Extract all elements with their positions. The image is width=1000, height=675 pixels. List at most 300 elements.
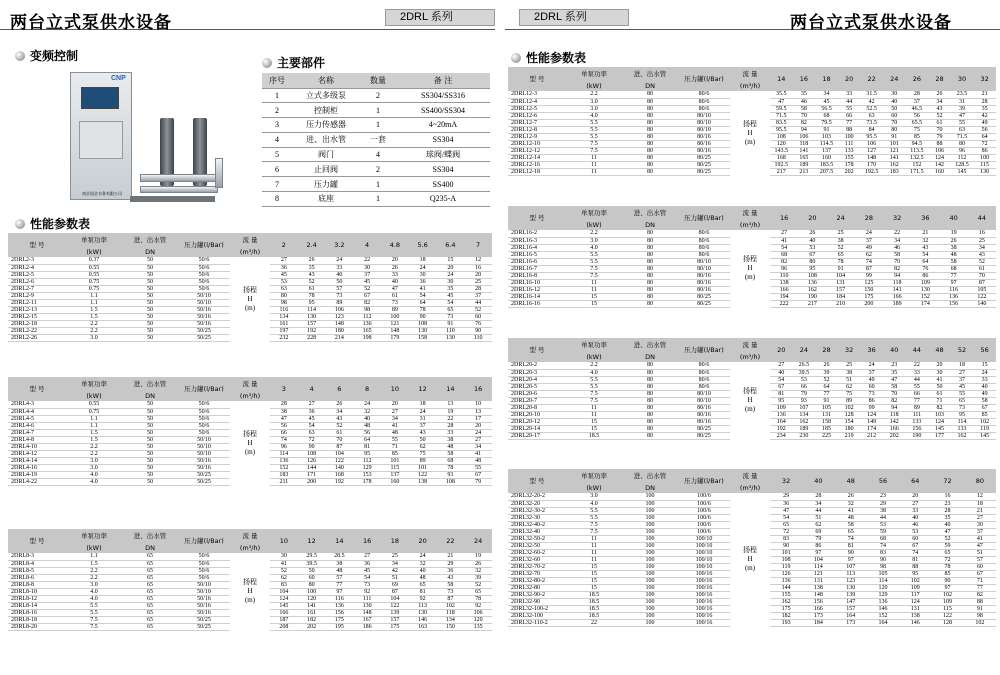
head-value-cell: 53 <box>899 528 931 535</box>
head-value-cell: 85 <box>906 133 929 140</box>
head-value-cell: 52 <box>931 535 963 542</box>
head-value-cell: 44 <box>906 376 929 383</box>
head-value-cell: 42 <box>973 112 996 119</box>
head-value-cell: 150 <box>437 623 465 630</box>
head-value-cell: 161 <box>270 320 298 327</box>
head-value-cell: 162 <box>951 432 974 439</box>
head-value-cell: 141 <box>793 147 816 154</box>
head-value-cell: 36 <box>409 278 437 285</box>
head-value-cell: 116 <box>270 306 298 313</box>
head-value-cell: 95 <box>298 299 326 306</box>
head-value-cell: 174 <box>860 425 883 432</box>
head-value-cell: 175 <box>381 623 409 630</box>
header-power: 单泵功率 <box>66 529 122 543</box>
table-row <box>508 91 996 98</box>
table-cell: 2DRL2-9 <box>8 292 66 299</box>
table-cell: 50 <box>122 429 178 436</box>
header-flow-unit: (m³/h) <box>730 483 770 493</box>
table-cell: 50/10 <box>178 299 230 306</box>
lift-label <box>730 230 770 307</box>
parts-cell: SS304 <box>396 132 490 147</box>
head-value-cell: 104 <box>326 450 354 457</box>
head-value-cell: 31 <box>951 98 974 105</box>
head-value-cell: 40 <box>883 98 906 105</box>
header-flow-value: 16 <box>770 206 798 230</box>
head-value-cell: 56 <box>353 429 381 436</box>
table-cell: 100/10 <box>678 563 730 570</box>
table-cell: 80/25 <box>678 154 730 161</box>
head-value-cell: 52 <box>928 112 951 119</box>
head-value-cell: 137 <box>381 471 409 478</box>
head-value-cell: 33 <box>326 264 354 271</box>
head-value-cell: 47 <box>770 507 802 514</box>
head-value-cell: 77 <box>815 390 838 397</box>
section-control-label: 变频控制 <box>30 49 79 63</box>
head-value-cell: 165 <box>353 327 381 334</box>
head-value-cell: 21 <box>911 230 939 237</box>
head-value-cell: 94 <box>883 404 906 411</box>
table-cell: 5.5 <box>566 119 622 126</box>
head-value-cell: 55 <box>381 436 409 443</box>
head-value-cell: 66 <box>906 390 929 397</box>
head-value-cell: 130 <box>353 602 381 609</box>
head-value-cell: 90 <box>770 542 802 549</box>
table-cell: 2DRL32-60 <box>508 556 566 563</box>
table-cell: 50/6 <box>178 264 230 271</box>
head-value-cell: 78 <box>827 258 855 265</box>
head-value-cell: 52 <box>298 278 326 285</box>
table-cell: 50 <box>122 443 178 450</box>
head-value-cell: 41 <box>381 422 409 429</box>
head-value-cell: 67 <box>964 570 996 577</box>
head-value-cell: 102 <box>437 602 465 609</box>
table-cell: 2DRL12-6 <box>508 112 566 119</box>
head-value-cell: 232 <box>270 334 298 341</box>
table-cell: 2DRL16-7 <box>508 265 566 272</box>
head-value-cell: 89 <box>381 306 409 313</box>
header-flow-value: 32 <box>973 67 996 91</box>
head-value-cell: 118 <box>437 609 465 616</box>
head-value-cell: 118 <box>793 140 816 147</box>
table-cell: 80 <box>622 411 678 418</box>
head-value-cell: 136 <box>326 602 354 609</box>
head-value-cell: 207.5 <box>815 168 838 175</box>
head-value-cell: 27 <box>770 362 793 369</box>
head-value-cell: 148 <box>860 154 883 161</box>
table-cell: 65 <box>122 574 178 581</box>
head-value-cell: 35 <box>437 285 465 292</box>
head-value-cell: 64 <box>353 436 381 443</box>
head-value-cell: 25 <box>464 278 492 285</box>
head-value-cell: 166 <box>270 609 298 616</box>
head-value-cell: 21 <box>437 553 465 560</box>
table-cell: 2DRL20-12 <box>508 418 566 425</box>
head-value-cell: 61 <box>968 265 996 272</box>
header-flow-value: 4 <box>353 233 381 257</box>
header-flow-value: 40 <box>940 206 968 230</box>
head-value-cell: 139 <box>835 591 867 598</box>
header-flow-value: 40 <box>802 469 834 493</box>
table-cell: 2DRL32-90 <box>508 598 566 605</box>
table-cell: 2.2 <box>66 443 122 450</box>
head-value-cell: 157 <box>827 286 855 293</box>
head-value-cell: 160 <box>928 168 951 175</box>
head-value-cell: 78 <box>931 563 963 570</box>
head-value-cell: 58 <box>793 105 816 112</box>
head-value-cell: 40 <box>381 278 409 285</box>
table-cell: 2DRL2-7 <box>8 285 66 292</box>
table-cell: 2DRL8-8 <box>8 581 66 588</box>
parts-cell: 立式多级泵 <box>292 88 360 103</box>
header-flow-value: 16 <box>464 377 492 401</box>
table-cell: 2DRL2-26 <box>8 334 66 341</box>
table-cell: 2DRL8-16 <box>8 609 66 616</box>
lift-label-line: (m) <box>244 596 256 604</box>
head-value-cell: 55 <box>464 464 492 471</box>
table-cell: 2DRL4-6 <box>8 422 66 429</box>
head-value-cell: 30 <box>928 369 951 376</box>
head-value-cell: 65 <box>835 528 867 535</box>
head-value-cell: 38 <box>270 408 298 415</box>
table-cell: 50 <box>122 401 178 408</box>
head-value-cell: 53 <box>798 244 826 251</box>
table-cell: 1.5 <box>66 436 122 443</box>
header-model: 型 号 <box>508 338 566 362</box>
lift-label-line: 扬程 <box>243 429 257 438</box>
head-value-cell: 71 <box>928 397 951 404</box>
head-value-cell: 47 <box>381 285 409 292</box>
parts-cell: 压力传感器 <box>292 118 360 133</box>
head-value-cell: 157 <box>381 616 409 623</box>
header-power-unit: (kW) <box>566 81 622 91</box>
header-flow-value: 24 <box>793 338 816 362</box>
head-value-cell: 71 <box>381 443 409 450</box>
head-value-cell: 210 <box>827 300 855 307</box>
head-value-cell: 53 <box>793 376 816 383</box>
parts-cell: SS304/SS316 <box>396 88 490 103</box>
table-cell: 65 <box>122 560 178 567</box>
head-value-cell: 114 <box>802 563 834 570</box>
table-cell: 2DRL32-70-2 <box>508 563 566 570</box>
head-value-cell: 114 <box>867 577 899 584</box>
head-value-cell: 30 <box>409 271 437 278</box>
head-value-cell: 82 <box>883 397 906 404</box>
head-value-cell: 88 <box>928 140 951 147</box>
head-value-cell: 101 <box>381 457 409 464</box>
header-flow-value: 6 <box>326 377 354 401</box>
head-value-cell: 90 <box>931 577 963 584</box>
head-value-cell: 87 <box>326 443 354 450</box>
table-cell: 2.2 <box>66 450 122 457</box>
head-value-cell: 194 <box>770 293 798 300</box>
head-value-cell: 60 <box>883 112 906 119</box>
table-cell: 80/6 <box>678 244 730 251</box>
head-value-cell: 122 <box>968 293 996 300</box>
head-value-cell: 40 <box>973 383 996 390</box>
lift-label-line: H <box>747 396 753 404</box>
table-cell: 50/16 <box>178 320 230 327</box>
head-value-cell: 61 <box>298 285 326 292</box>
head-value-cell: 70 <box>883 390 906 397</box>
head-value-cell: 39.5 <box>793 369 816 376</box>
head-value-cell: 37 <box>353 271 381 278</box>
head-value-cell: 34 <box>381 415 409 422</box>
head-value-cell: 28 <box>437 422 465 429</box>
header-flow-value: 48 <box>928 338 951 362</box>
table-cell: 7.5 <box>66 623 122 630</box>
table-cell: 50/6 <box>178 560 230 567</box>
table-cell: 100 <box>622 535 678 542</box>
head-value-cell: 190 <box>906 432 929 439</box>
perf-table-drl12 <box>508 67 996 176</box>
head-value-cell: 72 <box>298 436 326 443</box>
table-cell: 2DRL8-20 <box>8 623 66 630</box>
header-flow-value: 32 <box>838 338 861 362</box>
head-value-cell: 156 <box>802 598 834 605</box>
table-header-row <box>508 67 996 81</box>
table-header-row <box>508 206 996 220</box>
table-cell: 2DRL16-4 <box>508 244 566 251</box>
head-value-cell: 19 <box>940 230 968 237</box>
table-cell: 2DRL2-4 <box>8 264 66 271</box>
table-cell: 100/10 <box>678 542 730 549</box>
head-value-cell: 138 <box>409 478 437 485</box>
cabinet-screen <box>81 87 119 109</box>
head-value-cell: 28 <box>270 401 298 408</box>
parts-cell: 2 <box>262 103 292 118</box>
header-flow-value: 52 <box>951 338 974 362</box>
head-value-cell: 58 <box>940 258 968 265</box>
table-cell: 11 <box>566 549 622 556</box>
table-cell: 11 <box>566 154 622 161</box>
head-value-cell: 100 <box>381 313 409 320</box>
table-cell: 4.0 <box>566 500 622 507</box>
table-cell: 15 <box>566 570 622 577</box>
head-value-cell: 62 <box>802 521 834 528</box>
table-cell: 80 <box>622 251 678 258</box>
parts-header-cell: 备 注 <box>396 73 490 88</box>
table-cell: 100 <box>622 556 678 563</box>
header-flow-value: 36 <box>911 206 939 230</box>
head-value-cell: 26.5 <box>793 362 816 369</box>
head-value-cell: 133 <box>838 147 861 154</box>
head-value-cell: 175 <box>770 605 802 612</box>
table-cell: 80/6 <box>678 105 730 112</box>
table-cell: 65 <box>122 595 178 602</box>
table-cell: 80/16 <box>678 418 730 425</box>
head-value-cell: 40 <box>353 415 381 422</box>
table-cell: 1.1 <box>66 292 122 299</box>
table-cell: 2.2 <box>566 362 622 369</box>
head-value-cell: 40 <box>409 567 437 574</box>
table-cell: 2DRL32-80-2 <box>508 577 566 584</box>
cabinet-nameplate: 南京国企水务有限公司 <box>82 191 122 196</box>
head-value-cell: 95.5 <box>770 126 793 133</box>
head-value-cell: 134 <box>793 411 816 418</box>
head-value-cell: 19 <box>437 408 465 415</box>
head-value-cell: 84 <box>860 126 883 133</box>
table-cell: 11 <box>566 161 622 168</box>
table-cell: 50 <box>122 327 178 334</box>
parts-cell: SS400/SS304 <box>396 103 490 118</box>
head-value-cell: 47 <box>931 528 963 535</box>
head-value-cell: 56 <box>973 126 996 133</box>
header-tank: 压力罐(l/Bar) <box>178 377 230 401</box>
head-value-cell: 126 <box>770 570 802 577</box>
head-value-cell: 108 <box>798 272 826 279</box>
table-cell: 80 <box>622 154 678 161</box>
table-cell: 2DRL16-5 <box>508 251 566 258</box>
table-cell: 2DRL20-6 <box>508 390 566 397</box>
lift-label-line: (m) <box>744 405 756 413</box>
header-power-unit: (kW) <box>566 352 622 362</box>
head-value-cell: 134 <box>437 616 465 623</box>
head-value-cell: 68 <box>437 457 465 464</box>
head-value-cell: 86 <box>802 542 834 549</box>
header-flow-unit: (m³/h) <box>230 391 270 401</box>
parts-cell: 一套 <box>360 132 396 147</box>
head-value-cell: 142 <box>928 161 951 168</box>
head-value-cell: 60 <box>298 574 326 581</box>
table-cell: 15 <box>566 563 622 570</box>
table-cell: 100 <box>622 563 678 570</box>
parts-header-cell: 名称 <box>292 73 360 88</box>
left-page <box>0 0 495 675</box>
head-value-cell: 192 <box>326 478 354 485</box>
table-cell: 3.0 <box>566 237 622 244</box>
table-cell: 2DRL32-60-2 <box>508 549 566 556</box>
head-value-cell: 26 <box>464 560 492 567</box>
table-cell: 2DRL2-6 <box>8 278 66 285</box>
table-cell: 100 <box>622 577 678 584</box>
table-cell: 80 <box>622 279 678 286</box>
parts-cell: 3 <box>262 118 292 133</box>
header-flow-unit: (m³/h) <box>730 220 770 230</box>
head-value-cell: 74 <box>867 542 899 549</box>
head-value-cell: 25 <box>381 553 409 560</box>
head-value-cell: 83.5 <box>770 119 793 126</box>
parts-cell: 6 <box>262 162 292 177</box>
head-value-cell: 72 <box>973 140 996 147</box>
head-value-cell: 100 <box>973 154 996 161</box>
parts-cell: 控制柜 <box>292 103 360 118</box>
head-value-cell: 64 <box>409 299 437 306</box>
head-value-cell: 15 <box>973 362 996 369</box>
table-cell: 80 <box>622 383 678 390</box>
head-value-cell: 32 <box>464 567 492 574</box>
header-model: 型 号 <box>508 206 566 230</box>
head-value-cell: 54 <box>770 514 802 521</box>
brand-logo: CNP <box>111 75 126 82</box>
head-value-cell: 192.5 <box>770 161 793 168</box>
head-value-cell: 115 <box>381 464 409 471</box>
header-flow-value: 20 <box>838 67 861 91</box>
head-value-cell: 24 <box>409 264 437 271</box>
head-value-cell: 105 <box>867 570 899 577</box>
head-value-cell: 99 <box>855 272 883 279</box>
head-value-cell: 24 <box>409 553 437 560</box>
head-value-cell: 20 <box>381 401 409 408</box>
head-value-cell: 164 <box>770 418 793 425</box>
head-value-cell: 109 <box>899 584 931 591</box>
lift-label-line: (m) <box>244 447 256 456</box>
table-cell: 50/10 <box>178 292 230 299</box>
head-value-cell: 213 <box>793 168 816 175</box>
header-pipe-unit: DN <box>122 391 178 401</box>
table-cell: 2DRL2-15 <box>8 313 66 320</box>
control-cabinet <box>70 72 132 200</box>
head-value-cell: 30 <box>437 278 465 285</box>
header-power: 单泵功率 <box>66 233 122 247</box>
head-value-cell: 81 <box>899 556 931 563</box>
table-cell: 50 <box>122 422 178 429</box>
head-value-cell: 81 <box>409 588 437 595</box>
head-value-cell: 163 <box>409 623 437 630</box>
head-value-cell: 108 <box>770 556 802 563</box>
table-cell: 18.5 <box>566 591 622 598</box>
table-cell: 2DRL4-4 <box>8 408 66 415</box>
head-value-cell: 20 <box>381 257 409 264</box>
head-value-cell: 146 <box>899 619 931 626</box>
head-value-cell: 34 <box>326 408 354 415</box>
head-value-cell: 134 <box>270 313 298 320</box>
head-value-cell: 67 <box>464 471 492 478</box>
table-cell: 80/16 <box>678 272 730 279</box>
header-pipe: 进、出水管 <box>122 377 178 391</box>
head-value-cell: 182 <box>770 612 802 619</box>
head-value-cell: 53 <box>270 278 298 285</box>
header-flow-value: 3 <box>270 377 298 401</box>
head-value-cell: 67 <box>899 542 931 549</box>
head-value-cell: 97 <box>835 556 867 563</box>
head-value-cell: 130 <box>437 334 465 341</box>
head-value-cell: 108 <box>437 478 465 485</box>
head-value-cell: 136 <box>770 577 802 584</box>
head-value-cell: 217 <box>798 300 826 307</box>
table-cell: 2.2 <box>566 91 622 98</box>
table-cell: 100/16 <box>678 577 730 584</box>
head-value-cell: 30 <box>353 264 381 271</box>
table-cell: 100/16 <box>678 612 730 619</box>
head-value-cell: 55 <box>838 105 861 112</box>
head-value-cell: 131 <box>815 411 838 418</box>
head-value-cell: 182 <box>298 616 326 623</box>
head-value-cell: 202 <box>838 168 861 175</box>
head-value-cell: 77 <box>326 581 354 588</box>
head-value-cell: 174 <box>911 300 939 307</box>
head-value-cell: 121 <box>381 320 409 327</box>
head-value-cell: 94 <box>883 272 911 279</box>
table-cell: 80/25 <box>678 432 730 439</box>
head-value-cell: 119 <box>973 425 996 432</box>
head-value-cell: 82 <box>964 591 996 598</box>
head-value-cell: 27 <box>353 553 381 560</box>
head-value-cell: 70 <box>968 272 996 279</box>
header-flow-value: 16 <box>353 529 381 553</box>
table-cell: 2DRL16-6 <box>508 258 566 265</box>
head-value-cell: 34 <box>815 91 838 98</box>
table-cell: 2DRL2-11 <box>8 299 66 306</box>
table-cell: 50/10 <box>178 443 230 450</box>
table-cell: 2DRL20-4 <box>508 376 566 383</box>
lift-label-line: H <box>747 264 753 272</box>
table-cell: 100 <box>622 584 678 591</box>
head-value-cell: 95.5 <box>860 133 883 140</box>
table-cell: 2DRL12-8 <box>508 126 566 133</box>
table-cell: 5.5 <box>566 126 622 133</box>
head-value-cell: 95 <box>899 570 931 577</box>
head-value-cell: 38 <box>940 244 968 251</box>
